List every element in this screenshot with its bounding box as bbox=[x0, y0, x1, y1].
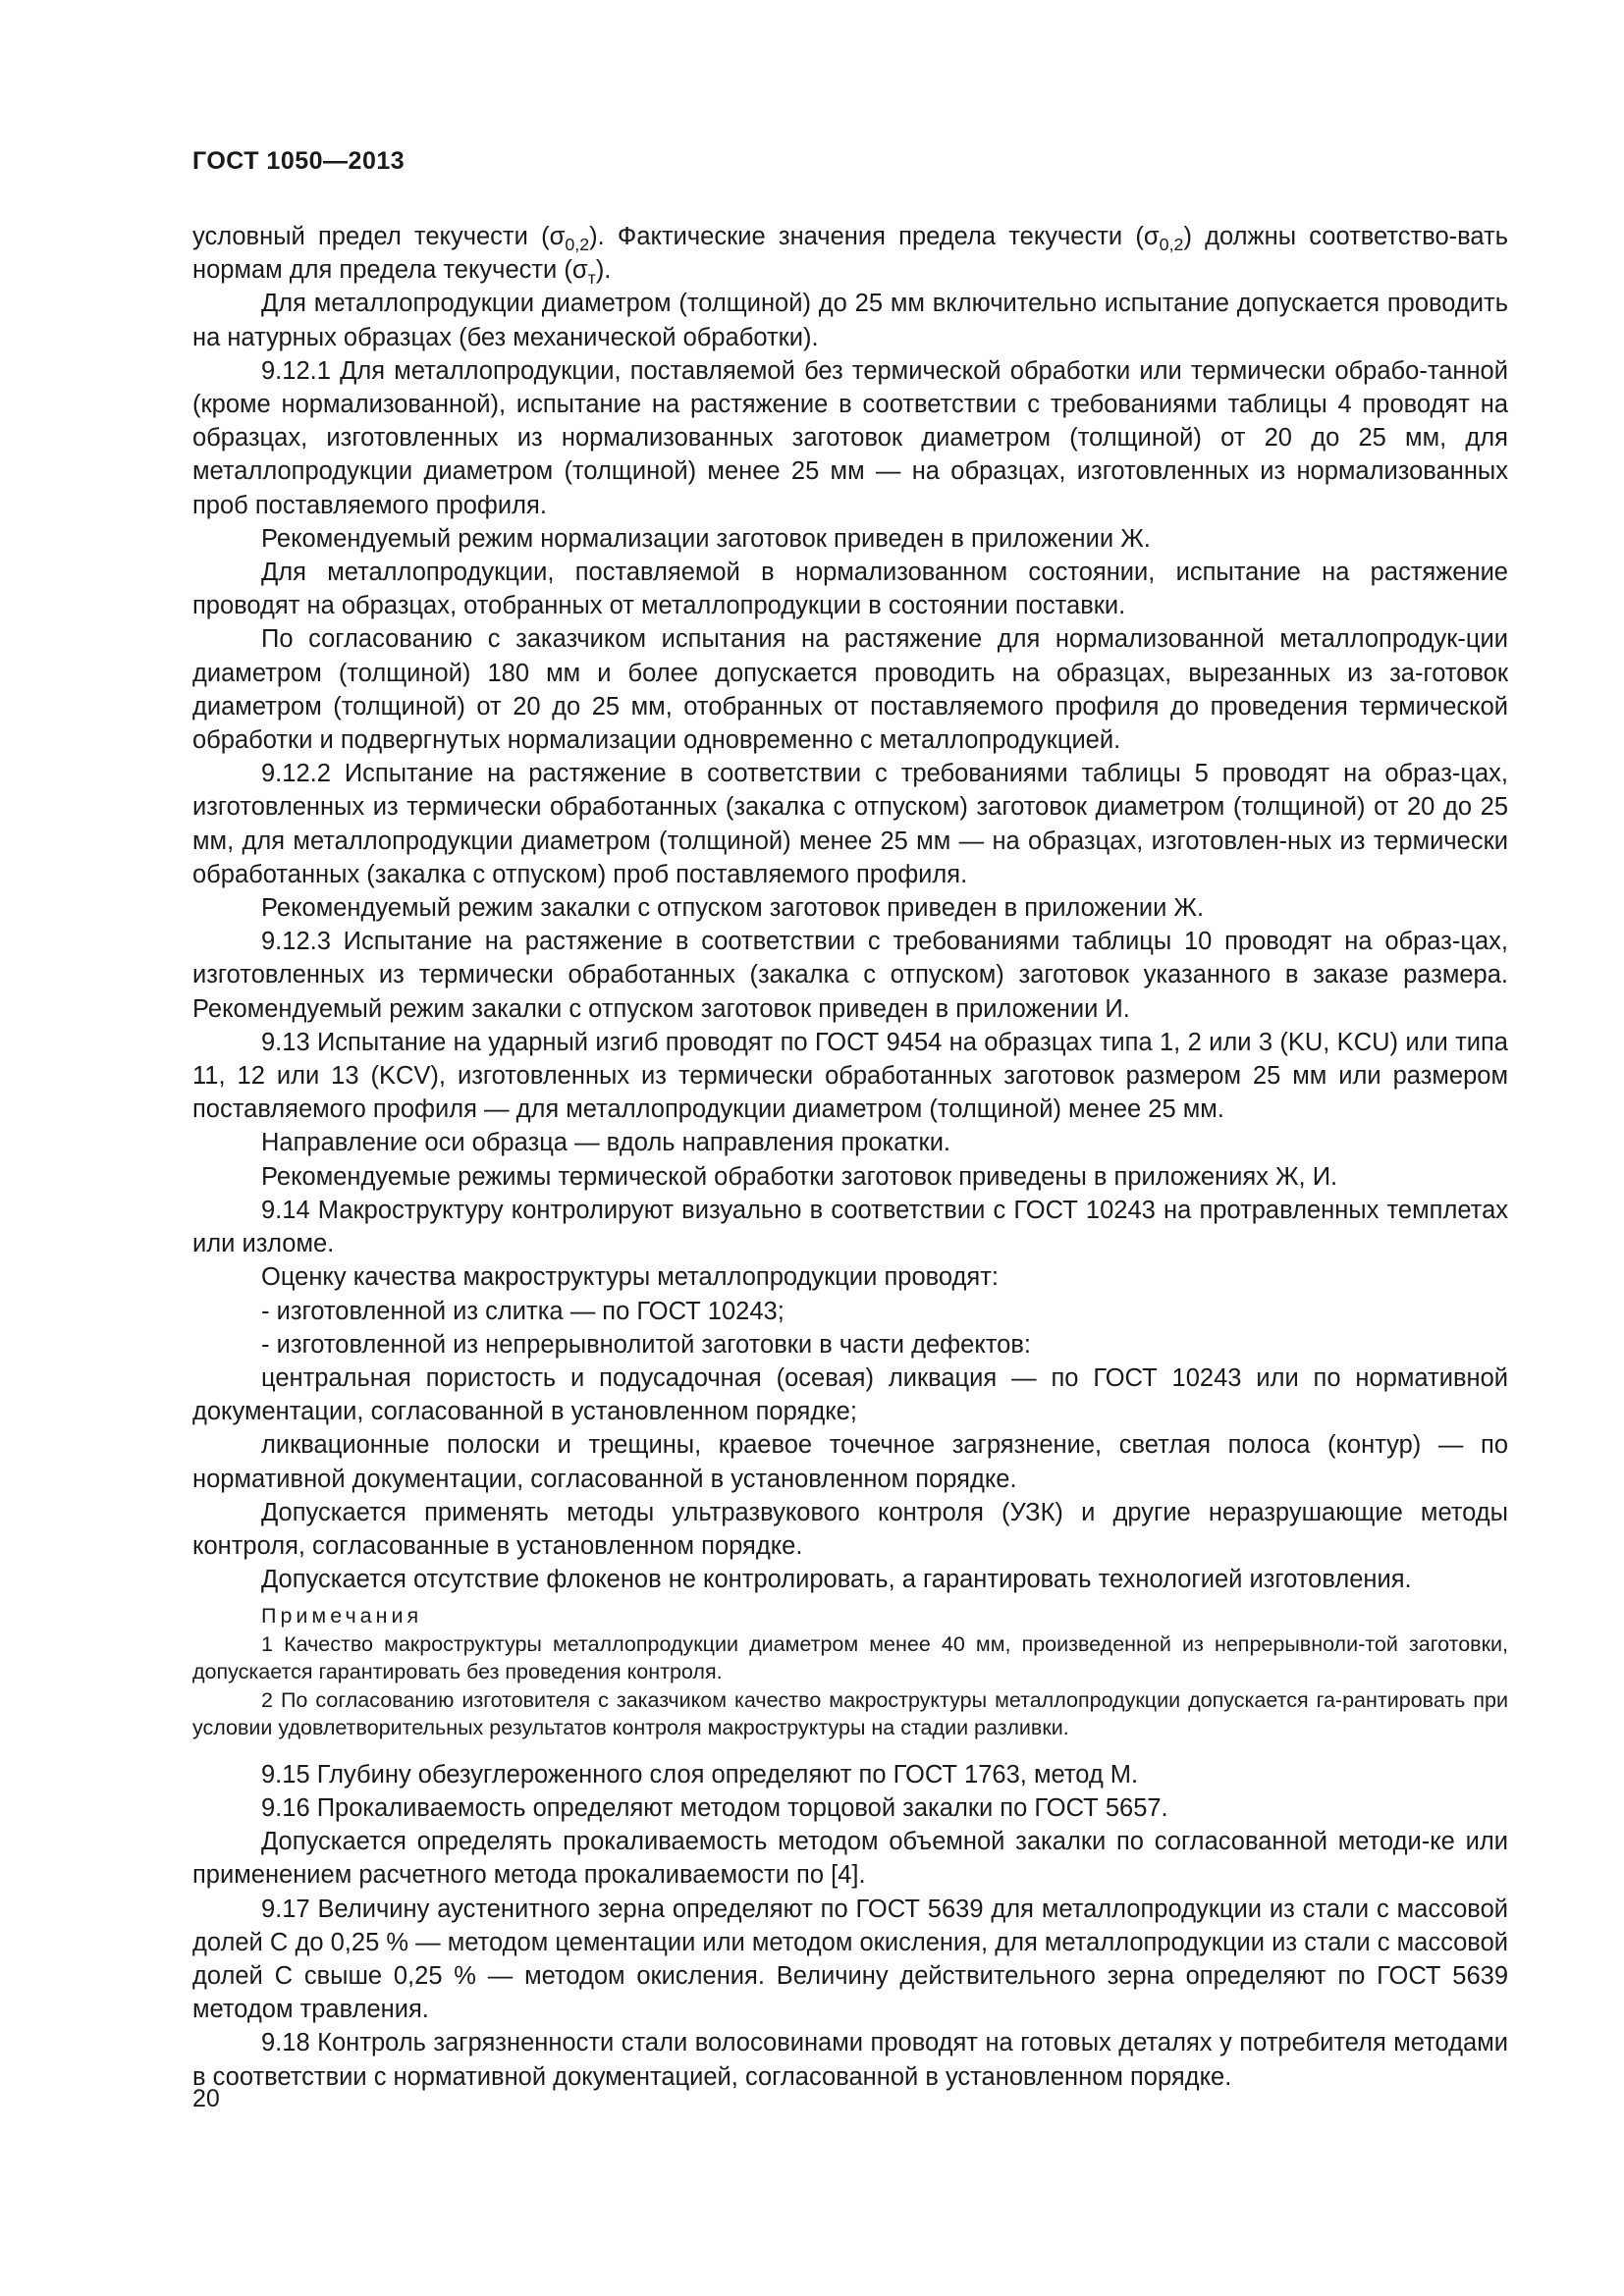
paragraph: - изготовленной из слитка — по ГОСТ 10243; bbox=[261, 1297, 785, 1325]
paragraph: Допускается отсутствие флокенов не контролировать, а гарантировать технологией изготовления. bbox=[261, 1566, 1412, 1594]
notes-title: Примечания bbox=[261, 1604, 423, 1629]
paragraph: Оценку качества макроструктуры металлопродукции проводят: bbox=[261, 1263, 999, 1292]
paragraph: Допускается применять методы ультразвукового контроля (УЗК) и другие неразрушающие методы контроля, согласованные в установленном порядке. bbox=[192, 1498, 1508, 1560]
paragraph: Рекомендуемый режим нормализации заготовок приведен в приложении Ж. bbox=[261, 524, 1151, 553]
note-item: 2 По согласованию изготовителя с заказчиком качество макроструктуры металлопродукции допускается га-рантировать при условии удовлетворительных результатов контроля макроструктуры на стадии разливки. bbox=[192, 1687, 1508, 1740]
paragraph: 9.12.2 Испытание на растяжение в соответствии с требованиями таблицы 5 проводят на образ-цах, изготовленных из термически обработанных (закалка с отпуском) заготовок диаметром (толщиной) от 20 до 25 мм, для металлопродукции диаметром (толщиной) менее 25 мм — на образцах, изготовлен-ных из термически обработанных (закалка с отпуском) проб поставляемого профиля. bbox=[192, 760, 1508, 888]
body-text bbox=[192, 220, 1508, 2094]
paragraph bbox=[192, 220, 1508, 287]
text-segment: ). bbox=[595, 256, 612, 285]
subscript: 0,2 bbox=[1159, 235, 1184, 254]
paragraph: центральная пористость и подусадочная (осевая) ликвация — по ГОСТ 10243 или по нормативной документации, согласованной в установленном порядке; bbox=[192, 1363, 1508, 1426]
paragraphs-after-notes bbox=[192, 1758, 1508, 2094]
paragraph: Для металлопродукции диаметром (толщиной) до 25 мм включительно испытание допускается проводить на натурных образцах (без механической обработки). bbox=[192, 290, 1508, 351]
paragraph: 9.17 Величину аустенитного зерна определяют по ГОСТ 5639 для металлопродукции из стали с массовой долей С до 0,25 % — методом цементации или методом окисления, для металлопродукции из стали с массовой долей С свыше 0,25 % — методом окисления. Величину действительного зерна определяют по ГОСТ 5639 методом травления. bbox=[192, 1895, 1508, 2024]
subscript: 0,2 bbox=[565, 235, 590, 254]
paragraph: Направление оси образца — вдоль направления прокатки. bbox=[261, 1129, 951, 1157]
text-segment: ) должны соответство-вать нормам для предела текучести (σ bbox=[192, 223, 1508, 285]
paragraphs-before-notes bbox=[192, 220, 1508, 1596]
paragraph: 9.16 Прокаливаемость определяют методом торцовой закалки по ГОСТ 5657. bbox=[261, 1794, 1168, 1823]
subscript: т bbox=[587, 268, 596, 289]
paragraph: Рекомендуемые режимы термической обработки заготовок приведены в приложениях Ж, И. bbox=[261, 1162, 1338, 1191]
paragraph: 9.12.1 Для металлопродукции, поставляемой без термической обработки или термически обрабо-танной (кроме нормализованной), испытание на растяжение в соответствии с требованиями таблицы 4 проводят на образцах, изготовленных из нормализованных заготовок диаметром (толщиной) от 20 до 25 мм, для металлопродукции диаметром (толщиной) менее 25 мм — на образцах, изготовленных из нормализованных проб поставляемого профиля. bbox=[192, 356, 1508, 519]
paragraph: По согласованию с заказчиком испытания на растяжение для нормализованной металлопродук-ции диаметром (толщиной) 180 мм и более допускается проводить на образцах, вырезанных из за-готовок диаметром (толщиной) от 20 до 25 мм, отобранных от поставляемого профиля до проведения термической обработки и подвергнутых нормализации одновременно с металлопродукцией. bbox=[192, 625, 1508, 755]
paragraph: 9.15 Глубину обезуглероженного слоя определяют по ГОСТ 1763, метод М. bbox=[261, 1760, 1139, 1789]
text-segment: ). Фактические значения предела текучести (σ bbox=[589, 223, 1160, 250]
paragraph: 9.12.3 Испытание на растяжение в соответствии с требованиями таблицы 10 проводят на образ-цах, изготовленных из термически обработанных (закалка с отпуском) заготовок указанного в заказе размера. Рекомендуемый режим закалки с отпуском заготовок приведен в приложении И. bbox=[192, 928, 1508, 1023]
notes-block bbox=[192, 1602, 1508, 1742]
paragraph: 9.13 Испытание на ударный изгиб проводят по ГОСТ 9454 на образцах типа 1, 2 или 3 (KU, KCU) или типа 11, 12 или 13 (KCV), изготовленных из термически обработанных заготовок размером 25 мм или размером поставляемого профиля — для металлопродукции диаметром (толщиной) менее 25 мм. bbox=[192, 1028, 1508, 1124]
paragraph: Для металлопродукции, поставляемой в нормализованном состоянии, испытание на растяжение проводят на образцах, отобранных от металлопродукции в состоянии поставки. bbox=[192, 559, 1508, 620]
text-segment: условный предел текучести (σ bbox=[192, 223, 566, 250]
paragraph: Допускается определять прокаливаемость методом объемной закалки по согласованной методи-ке или применением расчетного метода прокаливаемости по [4]. bbox=[192, 1828, 1508, 1890]
paragraph: 9.14 Макроструктуру контролируют визуально в соответствии с ГОСТ 10243 на протравленных темплетах или изломе. bbox=[192, 1196, 1508, 1258]
page-number: 20 bbox=[192, 2085, 220, 2112]
paragraph: 9.18 Контроль загрязненности стали волосовинами проводят на готовых деталях у потребителя методами в соответствии с нормативной документацией, согласованной в установленном порядке. bbox=[192, 2029, 1508, 2091]
paragraph: Рекомендуемый режим закалки с отпуском заготовок приведен в приложении Ж. bbox=[261, 894, 1205, 923]
document-header: ГОСТ 1050—2013 bbox=[192, 147, 406, 175]
note-item: 1 Качество макроструктуры металлопродукции диаметром менее 40 мм, произведенной из непрерывноли-той заготовки, допускается гарантировать без проведения контроля. bbox=[192, 1631, 1508, 1684]
paragraph: ликвационные полоски и трещины, краевое точечное загрязнение, светлая полоса (контур) — по нормативной документации, согласованной в установленном порядке. bbox=[192, 1431, 1508, 1493]
paragraph: - изготовленной из непрерывнолитой заготовки в части дефектов: bbox=[261, 1330, 1031, 1359]
